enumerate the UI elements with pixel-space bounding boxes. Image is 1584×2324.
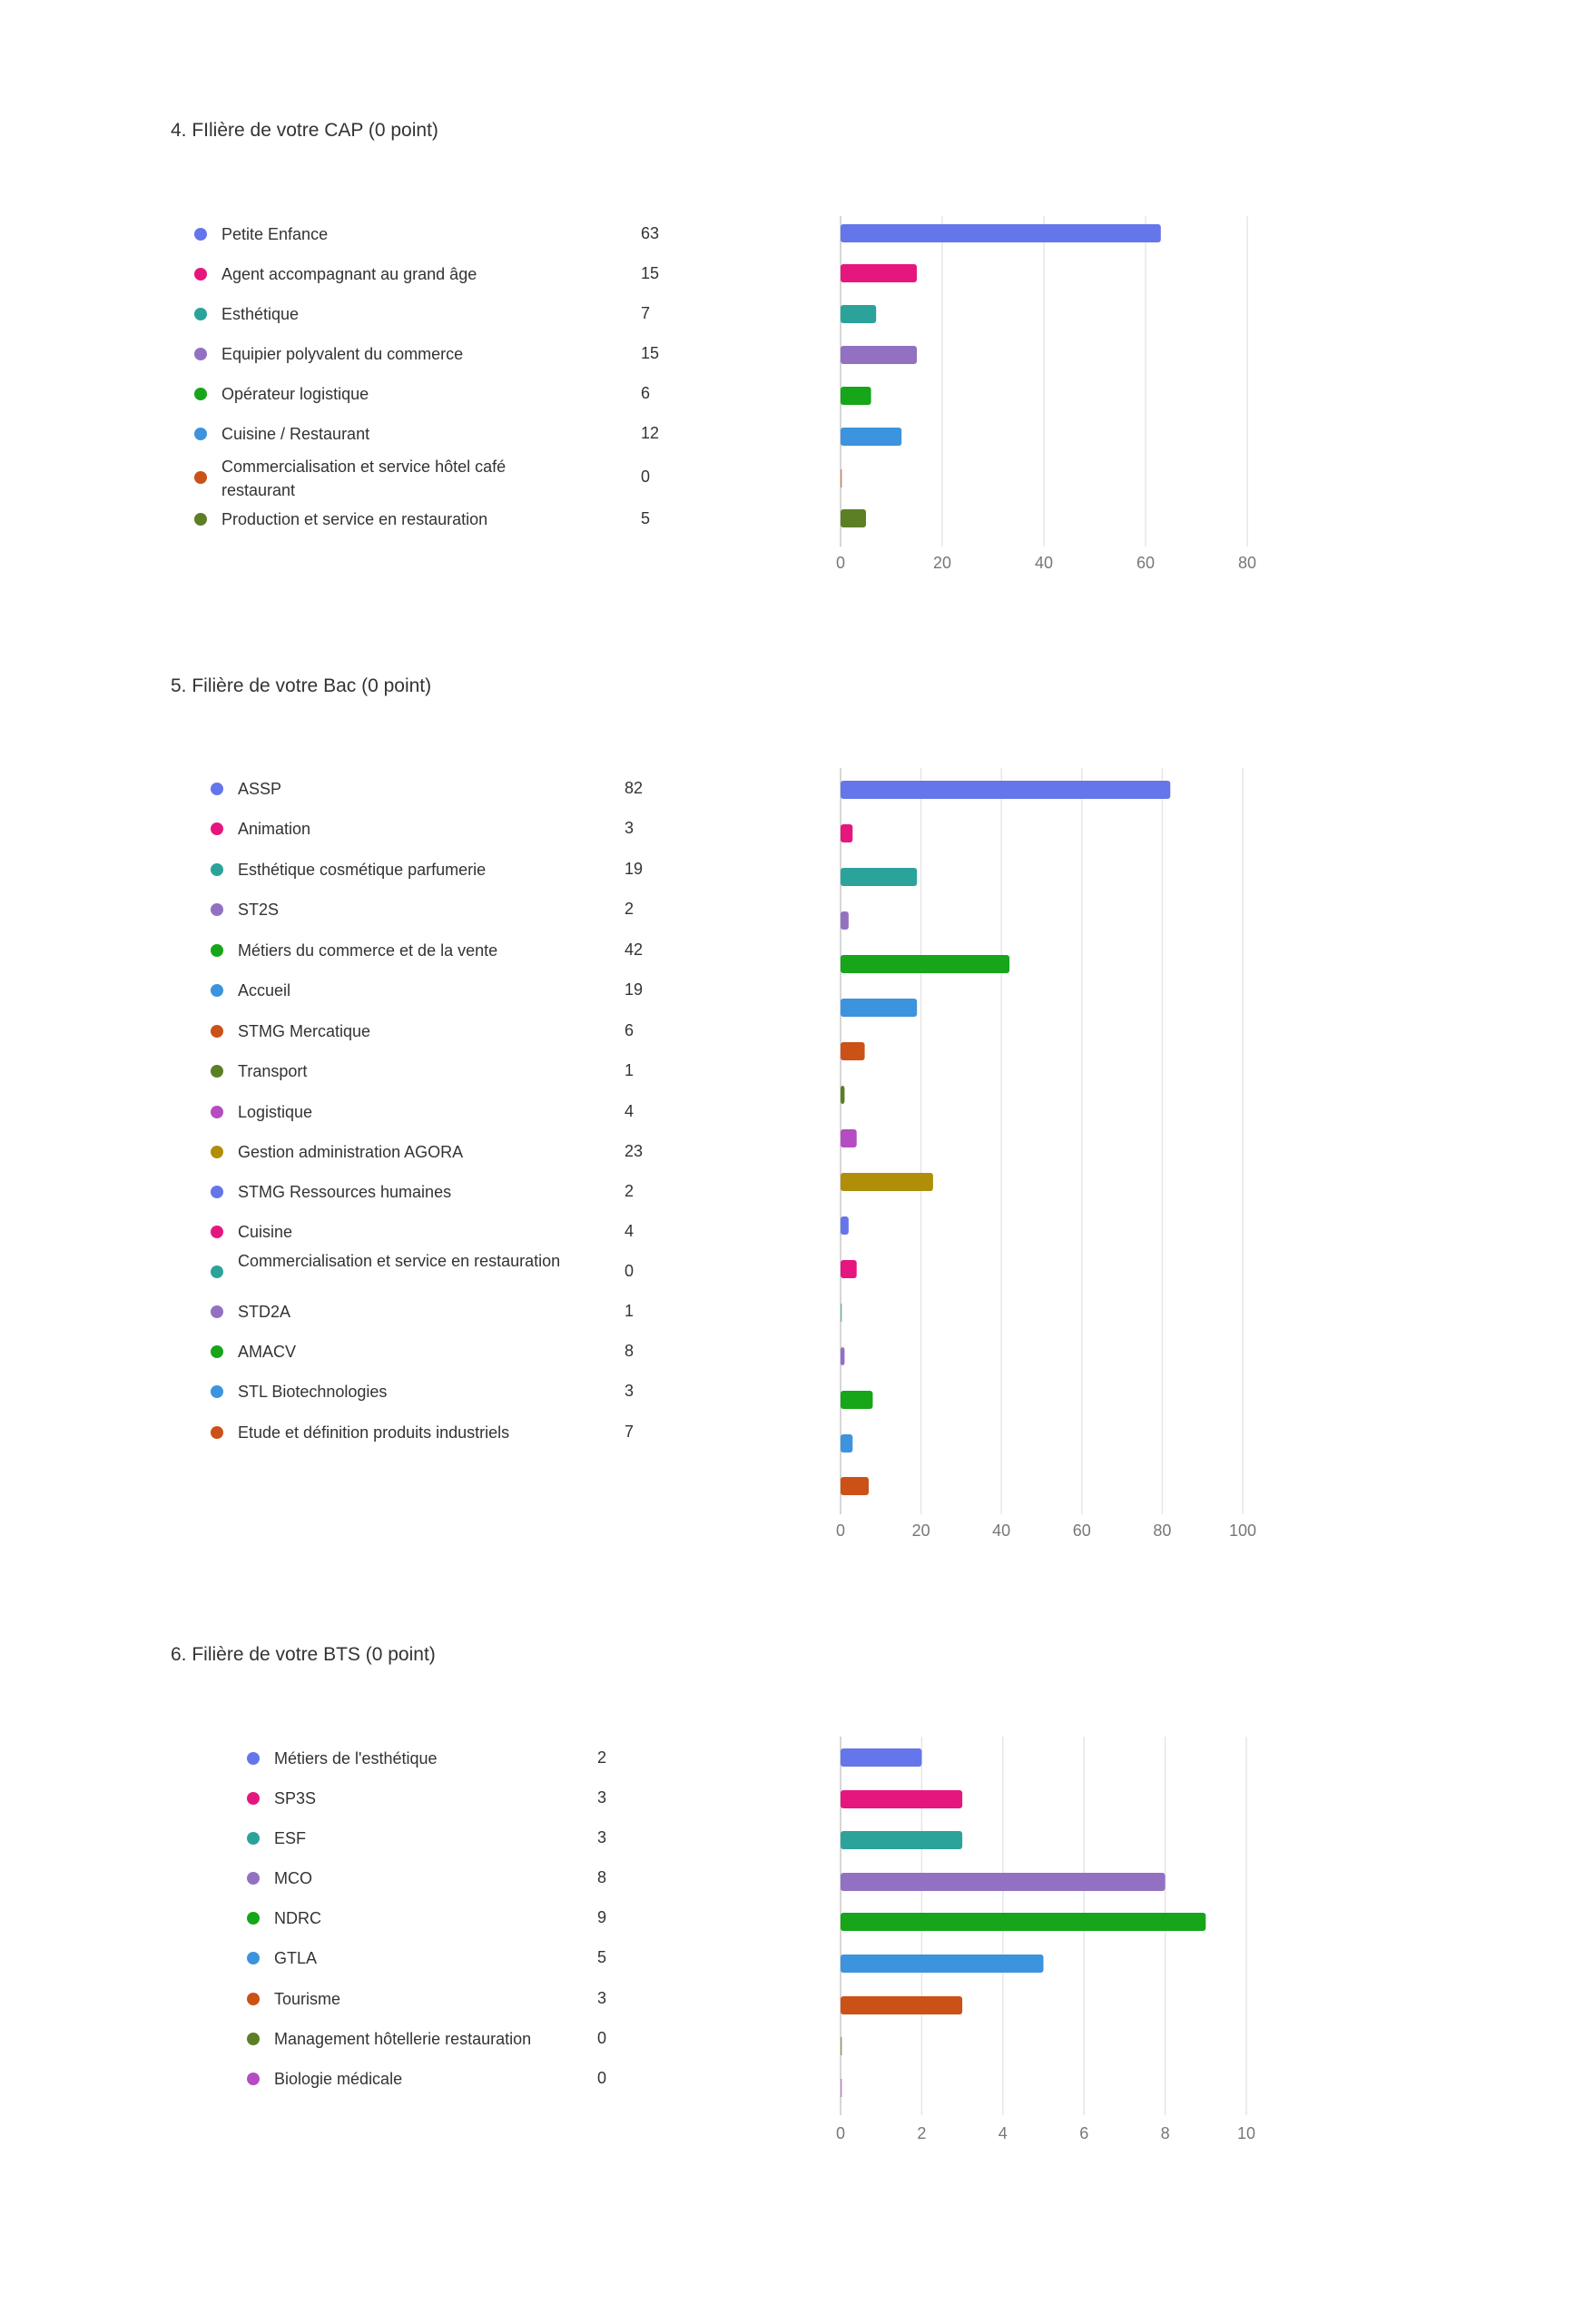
- legend-value: 3: [597, 1989, 607, 2007]
- legend-value: 0: [641, 468, 651, 486]
- legend-item: [194, 458, 703, 499]
- legend-marker: [247, 1792, 260, 1805]
- legend-value: 15: [641, 264, 660, 282]
- legend-value: 5: [597, 1948, 607, 1966]
- legend-marker: [247, 1752, 260, 1765]
- legend-value: 82: [625, 779, 644, 797]
- legend-item: [194, 302, 703, 326]
- legend-marker: [211, 1065, 223, 1078]
- legend-item: [247, 1906, 755, 1930]
- legend-label: NDRC: [274, 1909, 321, 1927]
- bar-chart-bts: [831, 1732, 1274, 2152]
- question-title: 5. Filière de votre Bac (0 point): [171, 675, 432, 696]
- legend-item: [247, 1747, 755, 1770]
- legend-item: [247, 1827, 755, 1850]
- legend-value: 42: [625, 940, 644, 959]
- legend-marker: [211, 1385, 223, 1398]
- legend-item: [211, 1421, 719, 1444]
- bar: [841, 1790, 962, 1808]
- legend-label: Management hôtellerie restauration: [274, 2030, 532, 2048]
- legend-label: Cuisine: [238, 1223, 293, 1241]
- tick-label: 20: [932, 554, 952, 572]
- bar: [841, 1173, 933, 1191]
- legend-value: 2: [625, 900, 635, 918]
- legend-value: 15: [641, 344, 660, 362]
- legend-label: Etude et définition produits industriels: [238, 1423, 510, 1442]
- legend-item: [247, 1987, 755, 2011]
- legend-item: [247, 1787, 755, 1810]
- legend-marker: [194, 428, 207, 440]
- legend-label: Accueil: [238, 981, 291, 1000]
- bar: [841, 868, 917, 886]
- legend-marker: [247, 1872, 260, 1885]
- bar: [841, 1434, 852, 1452]
- legend-label: Commercialisation et service hôtel café restaurant: [221, 458, 507, 499]
- legend-marker: [211, 1265, 223, 1278]
- legend-marker: [211, 783, 223, 795]
- legend-marker: [211, 1146, 223, 1158]
- legend-item: [211, 898, 719, 921]
- bar: [841, 387, 871, 405]
- legend-value: 7: [625, 1423, 635, 1441]
- legend-item: [211, 1019, 719, 1043]
- legend-label: STMG Ressources humaines: [238, 1183, 452, 1201]
- bar: [841, 2079, 842, 2097]
- legend-item: [194, 382, 703, 406]
- bar: [841, 428, 901, 446]
- legend-marker: [211, 903, 223, 916]
- legend-marker: [211, 1426, 223, 1439]
- legend-marker: [194, 348, 207, 360]
- legend-value: 7: [641, 304, 651, 322]
- legend-value: 1: [625, 1061, 635, 1079]
- bar: [841, 999, 917, 1017]
- legend-label: ESF: [274, 1829, 307, 1847]
- legend-marker: [211, 863, 223, 876]
- legend-item: [194, 262, 703, 286]
- bar: [841, 2037, 842, 2055]
- legend-value: 3: [597, 1828, 607, 1846]
- bar: [841, 305, 876, 323]
- legend-marker: [211, 1106, 223, 1118]
- legend-label: Métiers de l'esthétique: [274, 1749, 438, 1768]
- legend-value: 4: [625, 1102, 635, 1120]
- tick-label: 40: [1034, 554, 1054, 572]
- legend-label: Transport: [238, 1062, 308, 1080]
- bar: [841, 1913, 1205, 1931]
- legend-marker: [247, 1993, 260, 2005]
- bar: [841, 1873, 1166, 1891]
- legend-value: 8: [597, 1868, 607, 1886]
- legend-value: 1: [625, 1302, 635, 1320]
- legend-item: [211, 817, 719, 841]
- legend-label: Petite Enfance: [221, 225, 329, 243]
- legend-label: Métiers du commerce et de la vente: [238, 941, 498, 960]
- legend-value: 6: [641, 384, 651, 402]
- legend-value: 6: [625, 1021, 635, 1039]
- legend-label: ST2S: [238, 901, 280, 919]
- question-title: 4. FIlière de votre CAP (0 point): [171, 120, 438, 141]
- legend-marker: [211, 1186, 223, 1198]
- legend-value: 12: [641, 424, 660, 442]
- bar: [841, 1129, 857, 1147]
- legend-item: [211, 1252, 719, 1284]
- legend-marker: [211, 984, 223, 997]
- legend-value: 19: [625, 980, 644, 999]
- tick-label: 8: [1160, 2124, 1170, 2142]
- tick-label: 10: [1236, 2124, 1256, 2142]
- legend-label: Agent accompagnant au grand âge: [221, 265, 477, 283]
- bar: [841, 781, 1170, 799]
- bar-chart-cap: [831, 212, 1274, 581]
- legend-label: Cuisine / Restaurant: [221, 425, 370, 443]
- legend-marker: [194, 388, 207, 400]
- legend-value: 4: [625, 1222, 635, 1240]
- legend-value: 9: [597, 1908, 607, 1926]
- legend-label: Logistique: [238, 1103, 313, 1121]
- question-title: 6. Filière de votre BTS (0 point): [171, 1644, 436, 1665]
- bar: [841, 1955, 1044, 1973]
- bar: [841, 1996, 962, 2014]
- legend-item: [247, 2027, 755, 2051]
- legend-item: [211, 1220, 719, 1244]
- legend-item: [211, 1180, 719, 1204]
- legend-item: [211, 1300, 719, 1324]
- legend-item: [211, 1059, 719, 1083]
- legend-item: [194, 422, 703, 446]
- tick-label: 0: [835, 1521, 846, 1540]
- tick-label: 60: [1136, 554, 1156, 572]
- legend-marker: [211, 1305, 223, 1318]
- bar: [841, 1748, 921, 1767]
- legend-marker: [211, 1025, 223, 1038]
- legend-marker: [211, 944, 223, 957]
- tick-label: 20: [911, 1521, 930, 1540]
- legend-marker: [247, 2073, 260, 2085]
- legend-label: Commercialisation et service en restauration: [238, 1252, 561, 1270]
- legend-item: [247, 1946, 755, 1970]
- tick-label: 60: [1072, 1521, 1091, 1540]
- bar: [841, 1216, 849, 1235]
- bar: [841, 1347, 844, 1365]
- legend-marker: [247, 1912, 260, 1925]
- legend-value: 63: [641, 224, 660, 242]
- tick-label: 80: [1237, 554, 1257, 572]
- legend-label: SP3S: [274, 1789, 317, 1807]
- bar: [841, 224, 1161, 242]
- legend-marker: [194, 308, 207, 320]
- legend-marker: [194, 513, 207, 526]
- legend-marker: [211, 1226, 223, 1238]
- legend-marker: [211, 822, 223, 835]
- legend-label: Esthétique cosmétique parfumerie: [238, 861, 487, 879]
- legend-marker: [194, 471, 207, 484]
- bar: [841, 824, 852, 842]
- bar: [841, 1391, 872, 1409]
- tick-label: 4: [998, 2124, 1008, 2142]
- legend-value: 2: [625, 1182, 635, 1200]
- bar-chart-bac: [831, 763, 1270, 1549]
- tick-label: 40: [992, 1521, 1011, 1540]
- legend-item: [194, 342, 703, 366]
- legend-label: ASSP: [238, 780, 282, 798]
- legend-item: [247, 1866, 755, 1890]
- legend-label: AMACV: [238, 1343, 297, 1361]
- bar: [841, 509, 866, 527]
- legend-value: 0: [625, 1262, 635, 1280]
- legend-marker: [194, 228, 207, 241]
- legend-label: Production et service en restauration: [221, 510, 488, 528]
- legend-label: MCO: [274, 1869, 312, 1887]
- legend-label: Tourisme: [274, 1990, 341, 2008]
- legend-label: Equipier polyvalent du commerce: [221, 345, 464, 363]
- tick-label: 0: [835, 2124, 846, 2142]
- legend-label: STMG Mercatique: [238, 1022, 371, 1040]
- legend-label: Opérateur logistique: [221, 385, 369, 403]
- bar: [841, 1831, 962, 1849]
- tick-label: 100: [1228, 1521, 1257, 1540]
- bar: [841, 911, 849, 930]
- legend-label: STD2A: [238, 1303, 291, 1321]
- bar: [841, 955, 1009, 973]
- bar: [841, 1477, 869, 1495]
- legend-marker: [247, 1952, 260, 1965]
- legend-value: 0: [597, 2029, 607, 2047]
- legend-value: 3: [625, 819, 635, 837]
- bar: [841, 1086, 844, 1104]
- tick-label: 2: [917, 2124, 927, 2142]
- legend-item: [211, 1100, 719, 1124]
- legend-label: GTLA: [274, 1949, 318, 1967]
- legend-item: [194, 507, 703, 531]
- legend-value: 8: [625, 1342, 635, 1360]
- legend-label: Animation: [238, 820, 311, 838]
- legend-value: 2: [597, 1748, 607, 1767]
- legend-label: Esthétique: [221, 305, 300, 323]
- legend-marker: [247, 1832, 260, 1845]
- legend-label: Biologie médicale: [274, 2070, 403, 2088]
- legend-value: 0: [597, 2069, 607, 2087]
- legend-value: 23: [625, 1142, 644, 1160]
- legend-label: Gestion administration AGORA: [238, 1143, 464, 1161]
- bar: [841, 1260, 857, 1278]
- bar: [841, 1042, 865, 1060]
- legend-marker: [247, 2033, 260, 2045]
- legend-value: 19: [625, 860, 644, 878]
- bar: [841, 469, 842, 487]
- tick-label: 80: [1153, 1521, 1172, 1540]
- legend-marker: [194, 268, 207, 281]
- bar: [841, 264, 917, 282]
- tick-label: 6: [1079, 2124, 1089, 2142]
- legend-item: [211, 1380, 719, 1403]
- bar: [841, 1304, 842, 1322]
- legend-item: [194, 222, 703, 246]
- legend-value: 5: [641, 509, 651, 527]
- legend-marker: [211, 1345, 223, 1358]
- bar: [841, 346, 917, 364]
- legend-item: [247, 2067, 755, 2091]
- legend-value: 3: [625, 1382, 635, 1400]
- legend-value: 3: [597, 1788, 607, 1807]
- legend-label: STL Biotechnologies: [238, 1383, 388, 1401]
- legend-item: [211, 1340, 719, 1364]
- tick-label: 0: [835, 554, 846, 572]
